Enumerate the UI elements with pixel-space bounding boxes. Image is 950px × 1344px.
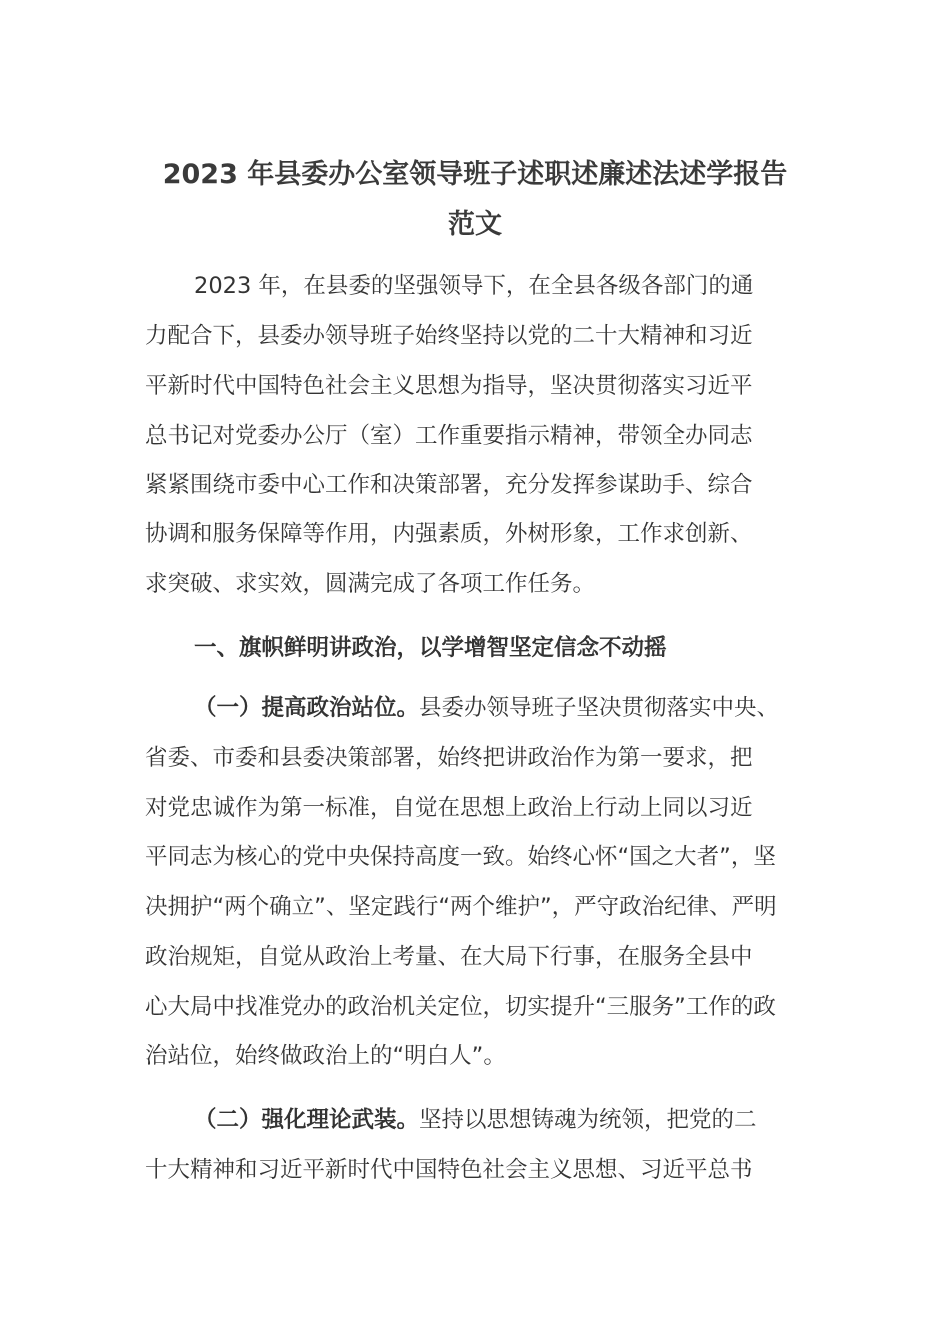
subsection-1-line: 心大局中找准党办的政治机关定位，切实提升“三服务”工作的政 — [145, 994, 776, 1020]
subsection-2-line: 十大精神和习近平新时代中国特色社会主义思想、习近平总书 — [145, 1157, 753, 1183]
intro-line: 总书记对党委办公厅（室）工作重要指示精神，带领全办同志 — [145, 423, 753, 449]
subsection-1-line: 政治规矩，自觉从政治上考量、在大局下行事，在服务全县中 — [145, 944, 753, 970]
intro-line: 2023 年，在县委的坚强领导下，在全县各级各部门的通 — [194, 273, 754, 299]
section-heading: 一、旗帜鲜明讲政治，以学增智坚定信念不动摇 — [194, 635, 667, 661]
intro-line: 平新时代中国特色社会主义思想为指导，坚决贯彻落实习近平 — [145, 373, 753, 399]
subsection-2-lead: （二）强化理论武装。 — [194, 1107, 420, 1133]
document-title-line-1: 2023 年县委办公室领导班子述职述廉述法述学报告 — [162, 159, 788, 190]
subsection-2-first-text: 坚持以思想铸魂为统领，把党的二 — [419, 1107, 757, 1133]
intro-line: 力配合下，县委办领导班子始终坚持以党的二十大精神和习近 — [145, 323, 753, 349]
subsection-1-first-text: 县委办领导班子坚决贯彻落实中央、 — [419, 695, 780, 721]
subsection-1-lead: （一）提高政治站位。 — [194, 695, 420, 721]
subsection-1-line: 对党忠诚作为第一标准，自觉在思想上政治上行动上同以习近 — [145, 795, 753, 821]
subsection-1-line: 平同志为核心的党中央保持高度一致。始终心怀“国之大者”，坚 — [145, 844, 776, 870]
intro-line: 协调和服务保障等作用，内强素质，外树形象，工作求创新、 — [145, 521, 753, 547]
subsection-1-first-line — [194, 692, 779, 724]
intro-line: 紧紧围绕市委中心工作和决策部署，充分发挥参谋助手、综合 — [145, 472, 753, 498]
subsection-1-line: 决拥护“两个确立”、坚定践行“两个维护”，严守政治纪律、严明 — [145, 894, 777, 920]
subsection-2-first-line — [194, 1104, 757, 1136]
document-title-line-2: 范文 — [448, 209, 502, 240]
subsection-1-line: 省委、市委和县委决策部署，始终把讲政治作为第一要求，把 — [145, 745, 753, 771]
intro-line: 求突破、求实效，圆满完成了各项工作任务。 — [145, 571, 596, 597]
subsection-1-line: 治站位，始终做政治上的“明白人”。 — [145, 1043, 506, 1069]
